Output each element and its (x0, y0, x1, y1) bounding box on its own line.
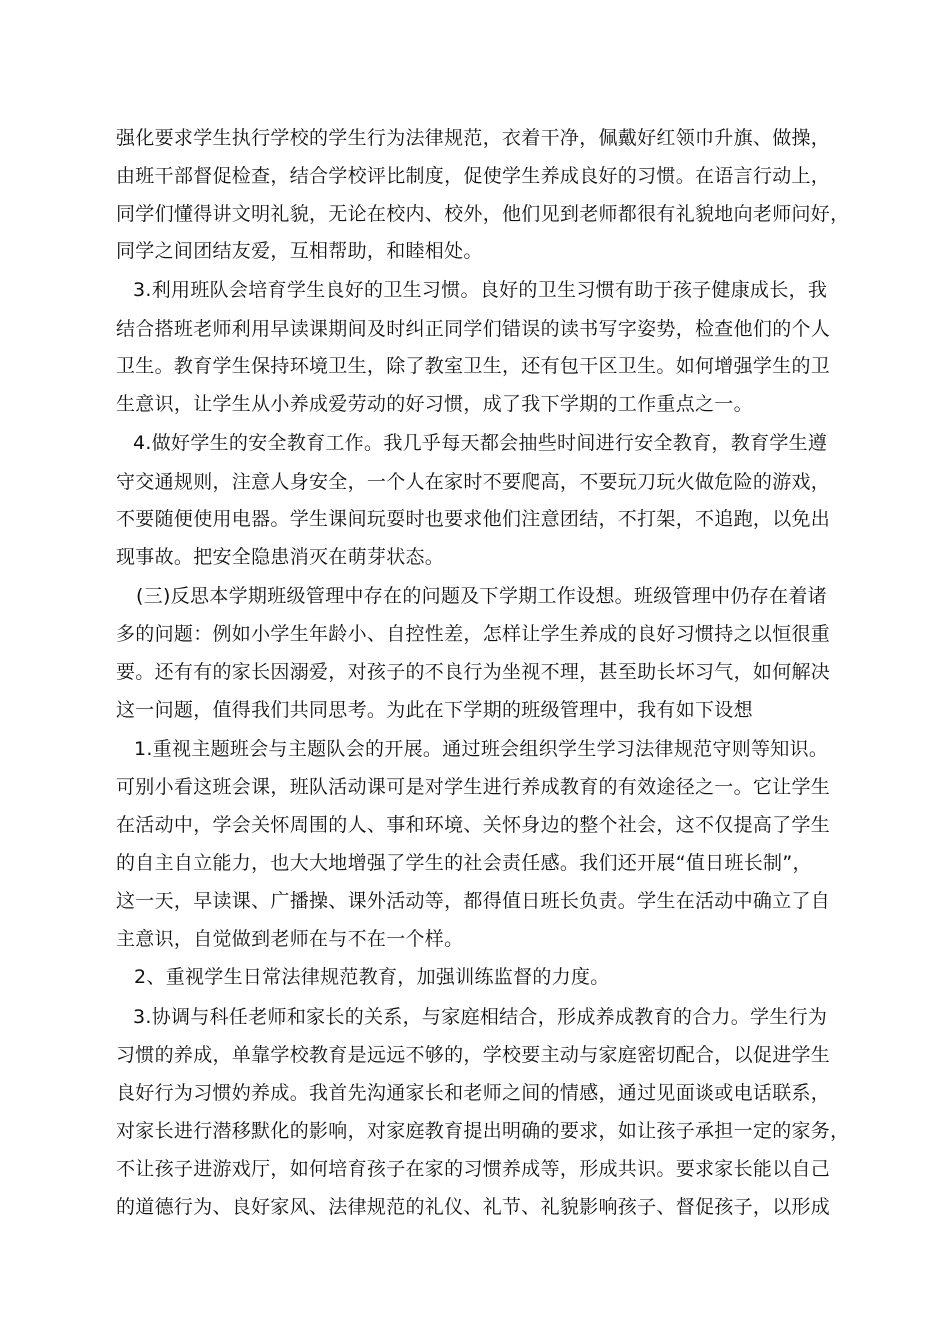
text-line: 同学之间团结友爱，互相帮助，和睦相处。 (116, 240, 483, 263)
text-line: 的道德行为、良好家风、法律规范的礼仪、礼节、礼貌影响孩子、督促孩子，以形成 (116, 1195, 831, 1218)
text-line: 现事故。把安全隐患消灭在萌芽状态。 (116, 546, 445, 569)
text-line: 良好行为习惯妁养成。我首先沟通家长和老师之间的情感，通过见面谈或电话联系， (116, 1082, 831, 1105)
text-line: 生意识，让学生从小养成爱劳动的好习惯，成了我下学期的工作重点之一。 (116, 393, 753, 416)
text-line: 不让孩子进游戏厅，如何培育孩子在家的习惯养成等，形成共识。要求家长能以自己 (116, 1157, 831, 1180)
paragraph-start-line: 2、重视学生日常法律规范教育，加强训练监督的力度。 (134, 966, 610, 989)
text-line: 结合搭班老师利用早读课期间及时纠正同学们错误的读书写字姿势，检查他们的个人 (116, 317, 831, 340)
text-line: 对家长进行潜移默化的影响，对家庭教育提出明确的要求，如让孩子承担一定的家务， (116, 1119, 850, 1142)
text-line: 由班干部督促检查，结合学校评比制度，促使学生养成良好的习惯。在语言行动上， (116, 164, 831, 187)
paragraph-start-line: 4.做好学生的安全教育工作。我几乎每天都会抽些时间进行安全教育，教育学生遵 (133, 432, 828, 455)
text-line: 卫生。教育学生保持环境卫生，除了教室卫生，还有包干区卫生。如何增强学生的卫 (116, 355, 831, 378)
text-line: 在活动中，学会关怀周围的人、事和环境、关怀身边的整个社会，这不仅提高了学生 (116, 814, 831, 837)
text-line: 多的问题：例如小学生年龄小、自控性差，怎样让学生养成的良好习惯持之以恒很重 (116, 623, 831, 646)
text-line: 习惯的养成，单靠学校教育是远远不够的，学校要主动与家庭密切配合，以促进学生 (116, 1044, 831, 1067)
paragraph-start-line: 3.利用班队会培育学生良好的卫生习惯。良好的卫生习惯有助于孩子健康成长，我 (133, 279, 828, 302)
body-text (116, 120, 850, 1226)
text-line: 主意识，自觉做到老师在与不在一个样。 (116, 927, 464, 950)
paragraph-start-line: 3.协调与科任老师和家长的关系，与家庭相结合，形成养成教育的合力。学生行为 (133, 1005, 828, 1028)
text-line: 的自主自立能力，也大大地增强了学生的社会责任感。我们还开展“值日班长制”， (116, 851, 812, 874)
text-line: 这一问题，值得我们共同思考。为此在下学期的班级管理中，我有如下设想 (116, 699, 753, 722)
text-line: 守交通规则，注意人身安全，一个人在家时不要爬高，不要玩刀玩火做危险的游戏， (116, 470, 831, 493)
text-line: 要。还有有的家长因溺爱，对孩子的不良行为坐视不理，甚至助长坏习气，如何解决 (116, 661, 831, 684)
text-line: 强化要求学生执行学校的学生行为法律规范，衣着干净，佩戴好红领巾升旗、做操， (116, 127, 831, 149)
text-line: 不要随便使用电器。学生课间玩耍时也要求他们注意团结，不打架，不追跑，以免出 (116, 508, 831, 531)
text-line: 可别小看这班会课，班队活动课可是对学生进行养成教育的有效途径之一。它让学生 (116, 776, 831, 799)
paragraph-start-line: 1.重视主题班会与主题队会的开展。通过班会组织学生学习法律规范守则等知识。 (134, 737, 829, 760)
text-line: 这一天，早读课、广播操、课外活动等，都得值日班长负责。学生在活动中确立了自 (116, 889, 831, 912)
text-line: 同学们懂得讲文明礼貌，无论在校内、校外，他们见到老师都很有礼貌地向老师问好， (116, 202, 850, 225)
paragraph-start-line: (三)反思本学期班级管理中存在的问题及下学期工作设想。班级管理中仍存在着诸 (136, 584, 827, 607)
